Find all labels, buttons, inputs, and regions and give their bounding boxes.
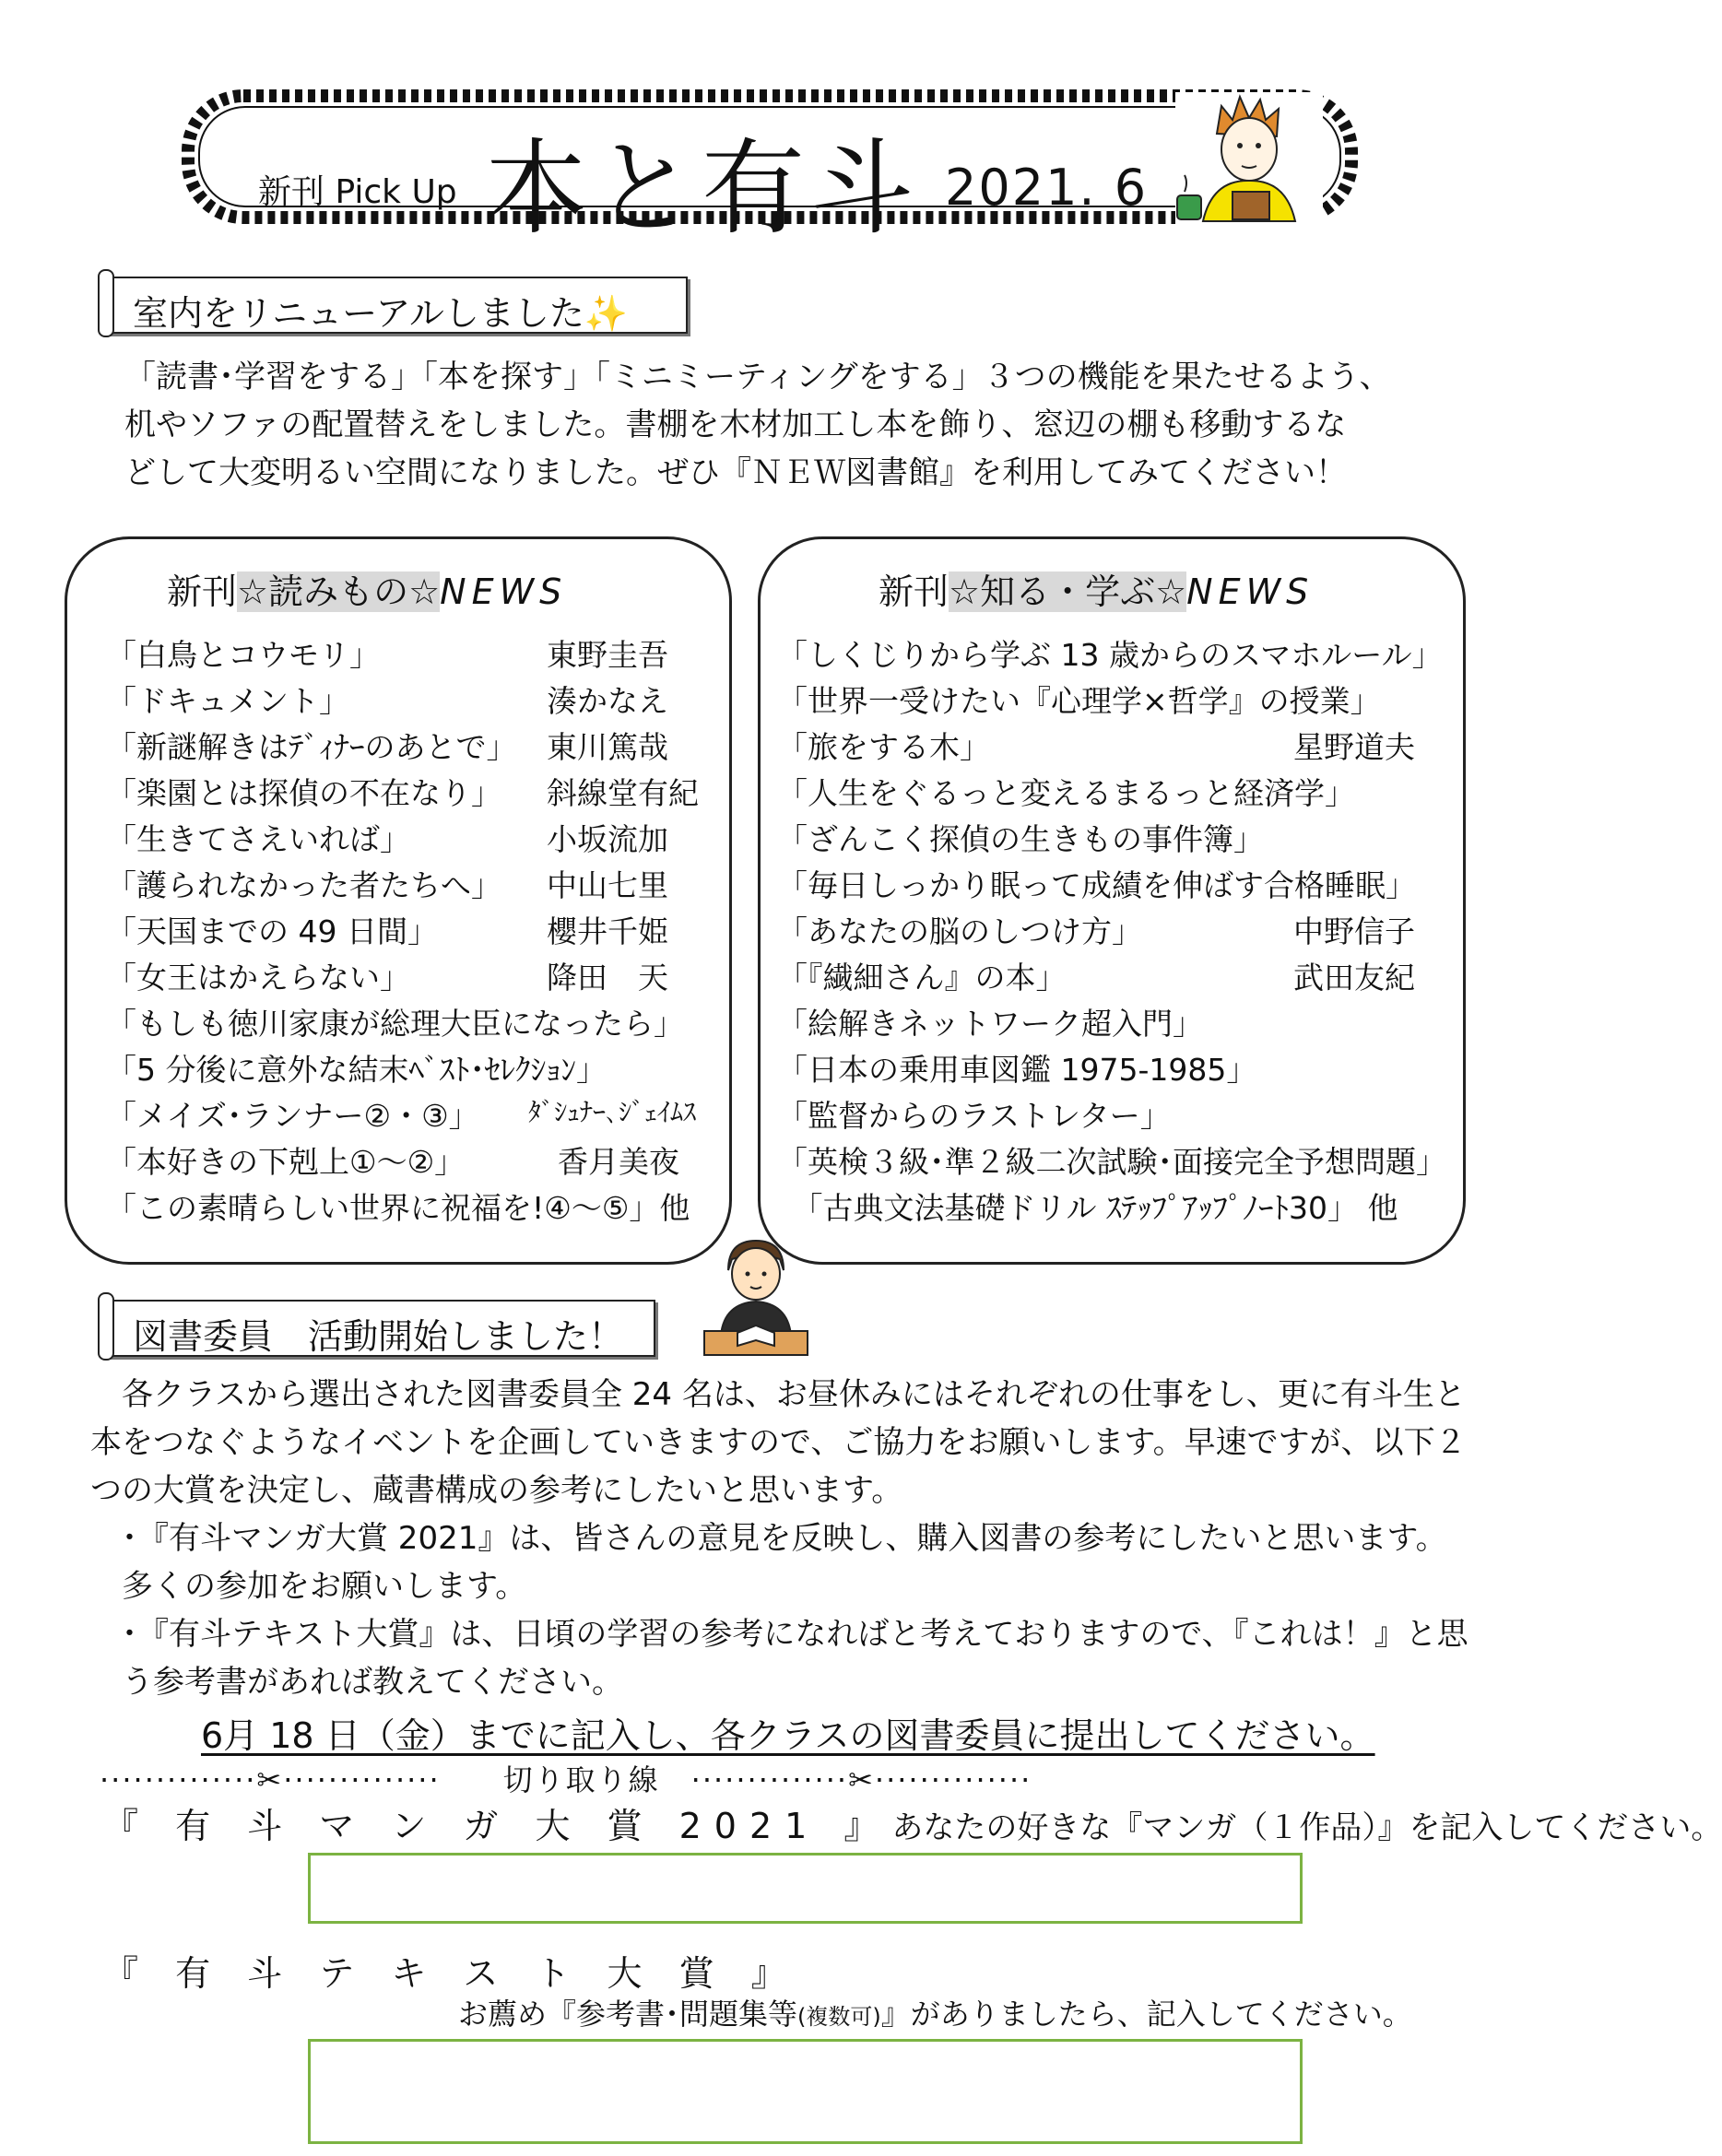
heading-news: NEWS <box>440 571 568 612</box>
book-author: 湊かなえ <box>547 683 668 719</box>
news-nonfiction-heading <box>879 563 1314 614</box>
book-title: 「もしも徳川家康が総理大臣になったら」 <box>106 1006 684 1042</box>
scroll-decoration <box>98 269 114 337</box>
reference-book-entry-field[interactable] <box>308 2039 1303 2144</box>
list-item <box>777 1138 1459 1184</box>
list-item <box>777 1184 1459 1231</box>
form-manga-header <box>103 1797 1722 1848</box>
scissors-icon: ✂ <box>256 1762 284 1797</box>
section-renewal-title-box <box>103 277 688 334</box>
paragraph-line: 各クラスから選出された図書委員全 24 名は、お昼休みにはそれぞれの仕事をし、更に有斗生と <box>90 1376 1466 1413</box>
book-title: 「あなたの脳のしつけ方」 <box>777 913 1142 949</box>
list-item <box>777 1092 1459 1138</box>
book-title: 「生きてさえいれば」 <box>106 821 410 857</box>
list-item <box>106 1046 714 1092</box>
list-item <box>106 1184 714 1231</box>
list-item <box>777 908 1459 954</box>
list-item <box>106 631 714 677</box>
list-item <box>106 908 714 954</box>
book-author: 東川篤哉 <box>547 729 668 765</box>
paragraph-line: どして大変明るい空間になりました。ぜひ『ＮＥＷ図書館』を利用してみてください！ <box>124 454 1347 491</box>
submission-deadline: 6月 18 日（金）までに記入し、各クラスの図書委員に提出してください。 <box>201 1715 1375 1756</box>
issue-date: 2021. 6 <box>945 159 1149 217</box>
book-title: 「本好きの下剋上①～②」 <box>106 1144 466 1180</box>
book-title: 「英検３級･準２級二次試験･面接完全予想問題」 <box>777 1144 1446 1180</box>
book-title: 「白鳥とコウモリ」 <box>106 637 380 673</box>
list-item <box>777 1046 1459 1092</box>
paragraph-line: 本をつなぐようなイベントを企画していきますので、ご協力をお願いします。早速ですが、以下２ <box>90 1424 1467 1461</box>
scissors-icon: ✂ <box>848 1762 875 1797</box>
paragraph-line: つの大賞を決定し、蔵書構成の参考にしたいと思います。 <box>90 1472 903 1509</box>
heading-highlight: ☆知る・学ぶ☆ <box>949 571 1187 612</box>
book-title: 「古典文法基礎ドリル ｽﾃｯﾌﾟｱｯﾌﾟﾉｰﾄ30」 他 <box>777 1190 1398 1226</box>
news-nonfiction-list <box>777 631 1459 1231</box>
book-title: 「しくじりから学ぶ 13 歳からのスマホルール」 <box>777 637 1443 673</box>
news-nonfiction-panel <box>758 536 1466 1265</box>
paragraph-line: 机やソファの配置替えをしました。書棚を木材加工し本を飾り、窓辺の棚も移動するな <box>124 406 1347 443</box>
header-subtitle: 新刊 Pick Up <box>258 173 457 211</box>
form-text-instruction <box>458 1991 1412 2033</box>
section-library-committee-title: 図書委員 活動開始しました！ <box>133 1316 624 1357</box>
form-manga-instruction: あなたの好きな『マンガ（１作品）』を記入してください。 <box>891 1809 1722 1846</box>
cut-line-label: 切り取り線 <box>502 1762 660 1797</box>
scroll-decoration <box>98 1292 114 1361</box>
book-title: 「5 分後に意外な結末ﾍﾞｽﾄ･ｾﾚｸｼｮﾝ」 <box>106 1052 607 1088</box>
reading-person-illustration <box>1175 92 1323 226</box>
instruction-small: (複数可) <box>797 2004 881 2030</box>
dotted-line: ·············· <box>283 1762 503 1797</box>
list-item <box>777 1000 1459 1046</box>
form-manga-title-text: 『 有 斗 マ ン ガ 大 賞 2021 』 <box>103 1806 892 1846</box>
section-renewal-title-text: 室内をリニューアルしました <box>133 293 584 334</box>
book-title: 「監督からのラストレター」 <box>777 1098 1171 1134</box>
paragraph-line: ･『有斗マンガ大賞 2021』は、皆さんの意見を反映し、購入図書の参考にしたいと思います。 <box>90 1520 1447 1557</box>
sparkle-icon: ✨ <box>584 293 629 334</box>
book-author: 中野信子 <box>1293 913 1415 949</box>
book-author: 香月美夜 <box>558 1144 679 1180</box>
dotted-line: ·············· <box>874 1762 1032 1797</box>
form-text-title-text: 『 有 斗 テ キ ス ト 大 賞 』 <box>103 1953 799 1994</box>
book-title: 「世界一受けたい『心理学×哲学』の授業」 <box>777 683 1381 719</box>
heading-news: NEWS <box>1186 571 1315 612</box>
renewal-paragraph <box>124 353 1452 497</box>
book-author: 小坂流加 <box>547 821 668 857</box>
dotted-line: ·············· <box>100 1762 257 1797</box>
book-title: 「楽園とは探偵の不在なり」 <box>106 775 501 811</box>
list-item <box>106 1092 714 1138</box>
heading-highlight: ☆読みもの☆ <box>237 571 441 612</box>
cut-line <box>100 1757 1445 1799</box>
book-title: 「この素晴らしい世界に祝福を!④～⑤」他 <box>106 1190 690 1226</box>
list-item <box>777 770 1459 816</box>
committee-paragraph <box>90 1371 1473 1706</box>
form-manga-title <box>103 1806 891 1846</box>
book-author: 斜線堂有紀 <box>547 775 699 811</box>
list-item <box>777 631 1459 677</box>
paragraph-line: 多くの参加をお願いします。 <box>90 1568 527 1605</box>
list-item <box>106 954 714 1000</box>
form-text-title <box>103 1945 799 1996</box>
book-title: 「絵解きネットワーク超入門」 <box>777 1006 1203 1042</box>
paragraph-line: 「読書･学習をする」「本を探す」「ミニミーティングをする」３つの機能を果たせるよう、 <box>124 359 1391 395</box>
book-author: 降田 天 <box>547 960 668 996</box>
book-author: ﾀﾞｼｭﾅｰ､ｼﾞｪｲﾑｽ <box>528 1097 697 1127</box>
heading-prefix: 新刊 <box>167 571 238 612</box>
book-title: 「天国までの 49 日間」 <box>106 913 438 949</box>
book-title: 「人生をぐるっと変えるまるっと経済学」 <box>777 775 1355 811</box>
book-author: 東野圭吾 <box>547 637 668 673</box>
heading-prefix: 新刊 <box>879 571 949 612</box>
book-title: 「ドキュメント」 <box>106 683 349 719</box>
list-item <box>106 1138 714 1184</box>
list-item <box>106 862 714 908</box>
list-item <box>106 770 714 816</box>
list-item <box>777 862 1459 908</box>
paragraph-line: ･『有斗テキスト大賞』は、日頃の学習の参考になればと考えておりますので、『これは！』と思 <box>90 1616 1468 1653</box>
news-fiction-list <box>106 631 714 1231</box>
book-title: 「『繊細さん』の本」 <box>777 960 1067 996</box>
list-item <box>777 677 1459 724</box>
news-fiction-panel <box>65 536 732 1265</box>
section-library-committee-title-box <box>103 1300 655 1357</box>
list-item <box>777 724 1459 770</box>
book-author: 星野道夫 <box>1293 729 1415 765</box>
instruction-part: 』がありましたら、記入してください。 <box>880 1997 1412 2032</box>
list-item <box>106 1000 714 1046</box>
book-title: 「メイズ･ランナー②・③」 <box>106 1098 479 1134</box>
section-renewal-title <box>133 285 628 336</box>
book-title: 「ざんこく探偵の生きもの事件簿」 <box>777 821 1264 857</box>
instruction-part: お薦め『参考書･問題集等 <box>458 1997 798 2032</box>
manga-entry-field[interactable] <box>308 1853 1303 1924</box>
book-title: 「毎日しっかり眠って成績を伸ばす合格睡眠」 <box>777 867 1416 903</box>
list-item <box>106 816 714 862</box>
paragraph-line: う参考書があれば教えてください。 <box>90 1664 623 1701</box>
page-title: 本と有斗 <box>484 129 919 249</box>
news-fiction-heading <box>167 563 567 614</box>
book-title: 「女王はかえらない」 <box>106 960 410 996</box>
book-title: 「旅をする木」 <box>777 729 990 765</box>
book-author: 櫻井千姫 <box>547 913 668 949</box>
studying-student-illustration <box>701 1233 811 1362</box>
book-title: 「日本の乗用車図鑑 1975-1985」 <box>777 1052 1257 1088</box>
book-title: 「新謎解きはﾃﾞｨﾅｰのあとで」 <box>106 729 517 765</box>
list-item <box>777 954 1459 1000</box>
list-item <box>777 816 1459 862</box>
book-author: 中山七里 <box>547 867 668 903</box>
book-author: 武田友紀 <box>1293 960 1415 996</box>
book-title: 「護られなかった者たちへ」 <box>106 867 501 903</box>
list-item <box>106 724 714 770</box>
list-item <box>106 677 714 724</box>
dotted-line: ·············· <box>659 1762 849 1797</box>
